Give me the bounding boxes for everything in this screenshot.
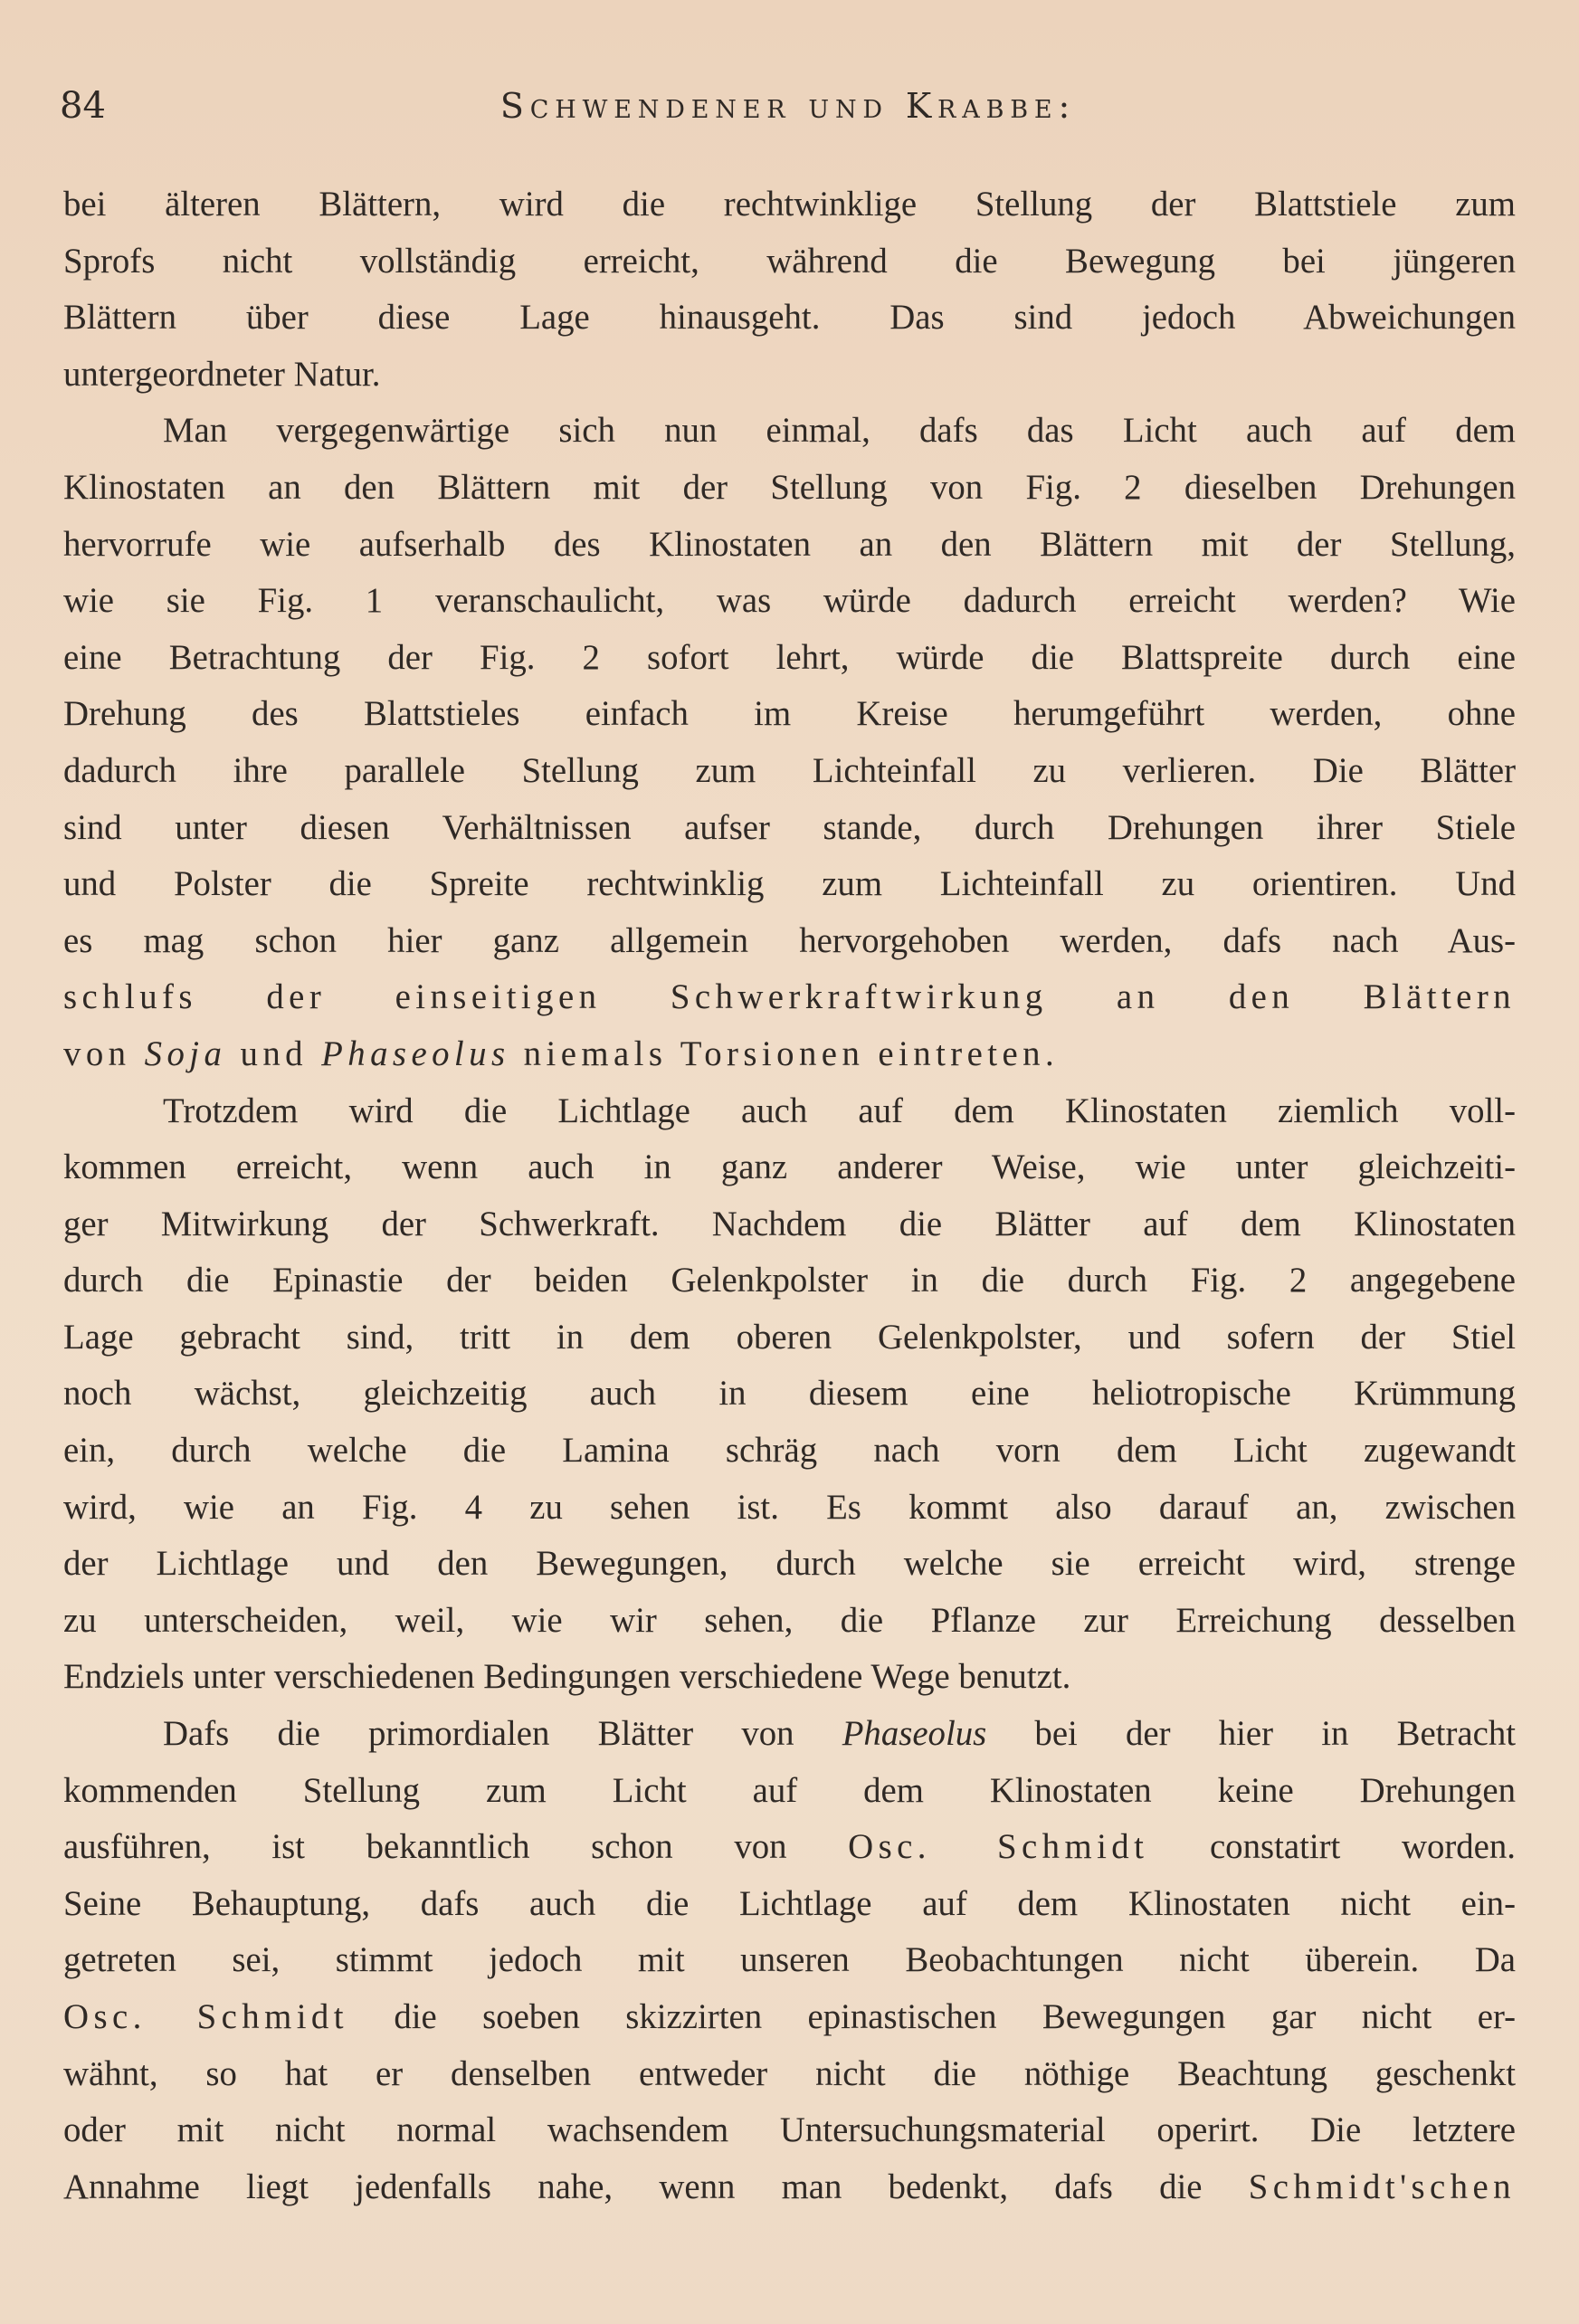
text-line: Blättern über diese Lage hinausgeht. Das sind jedoch Abweichungen [63,298,1516,338]
text-line: und Polster die Spreite rechtwinklig zum Lichteinfall zu orientiren. Und [63,864,1516,904]
text-line: oder mit nicht normal wachsendem Untersuchungsmaterial operirt. Die letztere [63,2110,1516,2150]
text-span: die soeben skizzirten epinastischen Bewegungen gar nicht er- [394,1997,1516,2036]
text-line: sind unter diesen Verhältnissen aufser stande, durch Drehungen ihrer Stiele [63,807,1516,847]
paragraph-start-line [63,1706,1516,1763]
text-line [63,2159,1516,2216]
italic-genus-phaseolus: Phaseolus [842,1714,987,1754]
text-line: Endziels unter verschiedenen Bedingungen verschiedene Wege benutzt. [63,1657,1071,1697]
italic-genus-phaseolus: Phaseolus [321,1033,510,1073]
text-line: Drehung des Blattstieles einfach im Kreise herumgeführt werden, ohne [63,694,1516,734]
running-head: Schwendener und Krabbe: [499,86,1077,126]
text-span: von [63,1033,131,1073]
spaced-text-line [63,1026,1516,1083]
text-line: Seine Behauptung, dafs auch die Lichtlage auf dem Klinostaten nicht ein- [63,1883,1516,1923]
text-line: Sprofs nicht vollständig erreicht, während die Bewegung bei jüngeren [63,241,1516,281]
text-line: Klinostaten an den Blättern mit der Stellung von Fig. 2 dieselben Drehungen [63,467,1516,507]
text-line: ger Mitwirkung der Schwerkraft. Nachdem die Blätter auf dem Klinostaten [63,1204,1516,1243]
text-line: Lage gebracht sind, tritt in dem oberen Gelenkpolster, und sofern der Stiel [63,1317,1516,1357]
page-number: 84 [60,85,106,127]
text-line: kommen erreicht, wenn auch in ganz anderer Weise, wie unter gleichzeiti- [63,1148,1516,1187]
text-line [63,1819,1516,1876]
text-span: constatirt worden. [1209,1827,1516,1867]
text-span: Dafs die primordialen Blätter von [163,1714,794,1754]
text-line: zu unterscheiden, weil, wie wir sehen, die Pflanze zur Erreichung desselben [63,1600,1516,1640]
text-line: durch die Epinastie der beiden Gelenkpolster in die durch Fig. 2 angegebene [63,1261,1516,1300]
author-name: Osc. Schmidt [848,1827,1149,1867]
author-name: Osc. Schmidt [63,1997,348,2036]
author-name: Schmidt'schen [1248,2167,1516,2206]
text-line: wird, wie an Fig. 4 zu sehen ist. Es kommt also darauf an, zwischen [63,1487,1516,1527]
text-line: kommenden Stellung zum Licht auf dem Klinostaten keine Drehungen [63,1770,1516,1810]
text-line: bei älteren Blättern, wird die rechtwinklige Stellung der Blattstiele zum [63,185,1516,224]
body-text [63,176,1516,2215]
text-line: dadurch ihre parallele Stellung zum Lichteinfall zu verlieren. Die Blätter [63,750,1516,790]
text-line: wähnt, so hat er denselben entweder nicht die nöthige Beachtung geschenkt [63,2053,1516,2093]
text-line: untergeordneter Natur. [63,354,381,394]
italic-genus-soja: Soja [144,1033,227,1073]
text-line: es mag schon hier ganz allgemein hervorgehoben werden, dafs nach Aus- [63,920,1516,960]
page-header [60,83,1517,138]
text-span: bei der hier in Betracht [1034,1714,1516,1754]
text-line: hervorrufe wie aufserhalb des Klinostaten an den Blättern mit der Stellung, [63,524,1516,564]
text-line: ein, durch welche die Lamina schräg nach vorn dem Licht zugewandt [63,1431,1516,1471]
text-span: und [240,1033,308,1073]
text-line: eine Betrachtung der Fig. 2 sofort lehrt, würde die Blattspreite durch eine [63,637,1516,677]
spaced-text-line: schlufs der einseitigen Schwerkraftwirkung an den Blättern [63,977,1516,1017]
text-span: Annahme liegt jedenfalls nahe, wenn man bedenkt, dafs die [63,2167,1203,2206]
paragraph-start-line: Trotzdem wird die Lichtlage auch auf dem Klinostaten ziemlich voll- [163,1091,1516,1130]
text-span: ausführen, ist bekanntlich schon von [63,1827,787,1867]
text-span: niemals Torsionen eintreten. [523,1033,1060,1073]
paragraph-start-line: Man vergegenwärtige sich nun einmal, dafs das Licht auch auf dem [163,411,1516,451]
text-line: noch wächst, gleichzeitig auch in diesem eine heliotropische Krümmung [63,1374,1516,1414]
text-line: getreten sei, stimmt jedoch mit unseren Beobachtungen nicht überein. Da [63,1940,1516,1980]
text-line: der Lichtlage und den Bewegungen, durch welche sie erreicht wird, strenge [63,1544,1516,1584]
text-line: wie sie Fig. 1 veranschaulicht, was würde dadurch erreicht werden? Wie [63,581,1516,621]
text-line [63,1989,1516,2046]
